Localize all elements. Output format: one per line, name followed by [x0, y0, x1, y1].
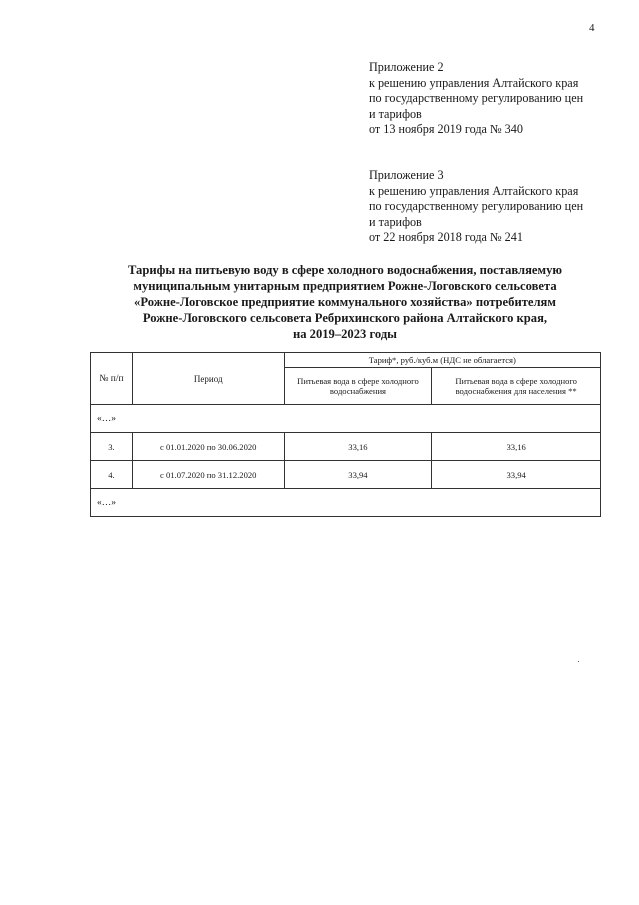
title-line: Рожне-Логовского сельсовета Ребрихинского района Алтайского края, — [142, 311, 548, 325]
appendix-2-block — [369, 60, 619, 138]
row-period: с 01.01.2020 по 30.06.2020 — [132, 433, 284, 461]
title-line: Тарифы на питьевую воду в сфере холодного водоснабжения, поставляемую — [127, 263, 563, 277]
title-line: «Рожне-Логовское предприятие коммунального хозяйства» потребителям — [134, 295, 556, 309]
appendix-2-line: по государственному регулированию цен — [369, 91, 584, 106]
appendix-2-line: к решению управления Алтайского края — [369, 75, 579, 90]
appendix-2-line: и тарифов — [369, 106, 422, 121]
appendix-2-line: от 13 ноября 2019 года № 340 — [369, 122, 523, 137]
appendix-3-block — [369, 168, 619, 246]
ellipsis-cell: «…» — [91, 489, 601, 517]
row-tariff-b: 33,16 — [432, 433, 601, 461]
tariff-table — [90, 352, 601, 517]
row-number: 3. — [91, 433, 133, 461]
appendix-3-line: Приложение 3 — [369, 168, 444, 182]
row-number: 4. — [91, 461, 133, 489]
table-ellipsis-row — [91, 405, 601, 433]
header-tariff: Тариф*, руб./куб.м (НДС не облагается) — [284, 353, 600, 368]
appendix-3-line: и тарифов — [369, 214, 422, 229]
title-line: муниципальным унитарным предприятием Рожне-Логовского сельсовета — [133, 279, 557, 293]
document-title — [60, 262, 630, 342]
appendix-3-line: от 22 ноября 2018 года № 241 — [369, 230, 523, 245]
header-number: № п/п — [91, 353, 133, 405]
appendix-3-line: по государственному регулированию цен — [369, 199, 584, 214]
row-tariff-a: 33,16 — [284, 433, 432, 461]
header-drinking-water-population: Питьевая вода в сфере холодного водоснабжения для населения ** — [432, 368, 601, 405]
table-header-row — [91, 353, 601, 368]
appendix-2-line: Приложение 2 — [369, 60, 444, 74]
row-period: с 01.07.2020 по 31.12.2020 — [132, 461, 284, 489]
row-tariff-b: 33,94 — [432, 461, 601, 489]
title-line: на 2019–2023 годы — [292, 327, 398, 341]
page-number: 4 — [589, 22, 595, 34]
header-drinking-water: Питьевая вода в сфере холодного водоснабжения — [284, 368, 432, 405]
row-tariff-a: 33,94 — [284, 461, 432, 489]
header-period: Период — [132, 353, 284, 405]
table-row — [91, 461, 601, 489]
ellipsis-cell: «…» — [91, 405, 601, 433]
appendix-3-line: к решению управления Алтайского края — [369, 183, 579, 198]
table-row — [91, 433, 601, 461]
table-ellipsis-row — [91, 489, 601, 517]
scan-speck — [578, 661, 579, 662]
